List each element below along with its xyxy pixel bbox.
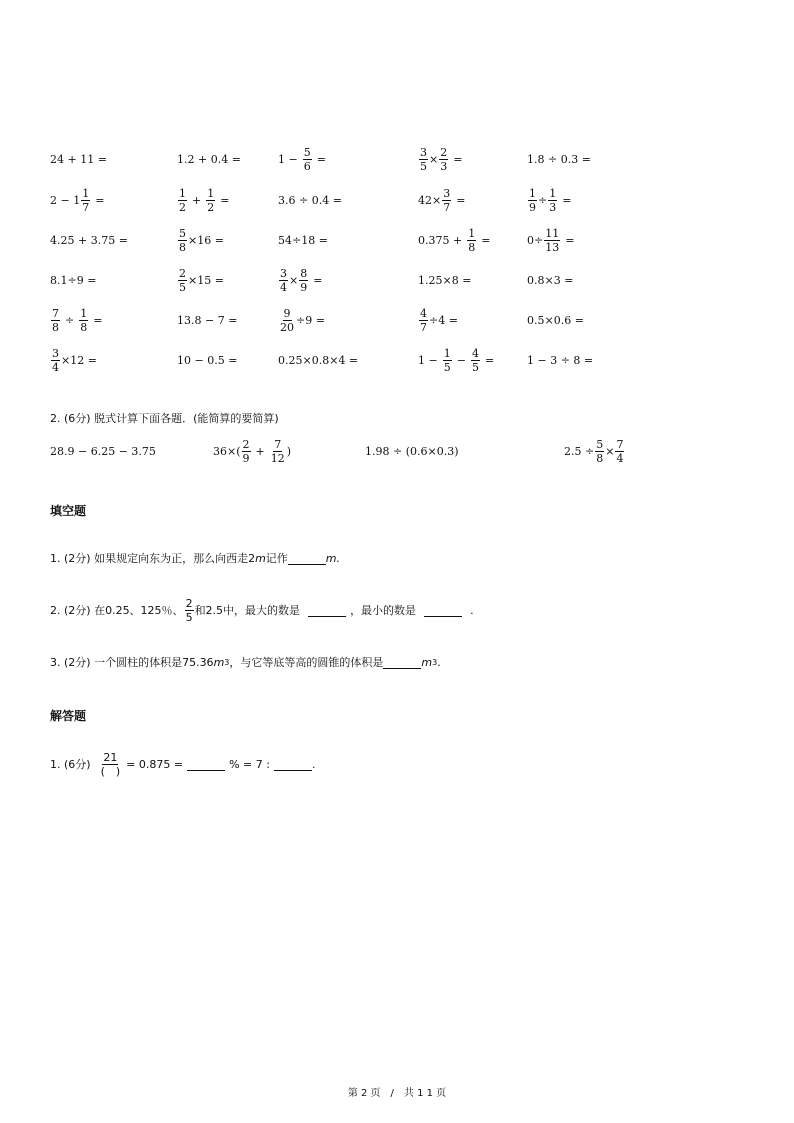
page-footer: 第 2 页 / 共 1 1 页 — [347, 1088, 447, 1099]
calc-r2-a: 2 − 1 $\frac{1}{7}$ = — [50, 186, 105, 214]
calc-r3-e: 0÷ $\frac{11}{13}$ = — [527, 226, 575, 254]
calc-r3-b: $\frac{5}{8}$ ×16 = — [179, 226, 224, 254]
fraction: $\frac{1}{8}$ — [80, 306, 88, 334]
calc-r1-e: 1.8 ÷ 0.3 = — [527, 152, 591, 166]
calc-r3-d: 0.375 + $\frac{1}{8}$ = — [418, 226, 491, 254]
calc-r6-e: 1 − 3 ÷ 8 = — [527, 353, 594, 367]
answer-blank[interactable] — [308, 604, 346, 617]
calc-r4-c: $\frac{3}{4}$ × $\frac{8}{9}$ = — [280, 266, 323, 294]
calc-r1-a: 24 + 11 = — [50, 152, 107, 166]
fraction: $\frac{1}{3}$ — [549, 186, 557, 214]
calc-r6-b: 10 − 0.5 = — [177, 353, 238, 367]
fraction: $\frac{7}{8}$ — [52, 306, 59, 334]
fraction: $\frac{2}{5}$ — [185, 596, 193, 624]
calc-r4-b: $\frac{2}{5}$ ×15 = — [179, 266, 224, 294]
answer-q1: 1. (6分) $\frac{21}{( )}$ = 0.875 = % = 7 : . — [50, 750, 316, 778]
answer-blank[interactable] — [288, 552, 326, 565]
fraction: $\frac{1}{8}$ — [468, 226, 476, 254]
fraction: $\frac{9}{20}$ — [280, 306, 294, 334]
fraction: $\frac{5}{6}$ — [303, 145, 311, 173]
fraction: $\frac{3}{4}$ — [280, 266, 287, 294]
fraction: $\frac{4}{7}$ — [420, 306, 427, 334]
calc-r6-d: 1 − $\frac{1}{5}$ − $\frac{4}{5}$ = — [418, 346, 495, 374]
fraction: $\frac{21}{( )}$ — [100, 750, 121, 778]
answer-blank[interactable] — [274, 758, 312, 771]
fraction: $\frac{3}{5}$ — [420, 145, 427, 173]
q2-expr-1: 28.9 − 6.25 − 3.75 — [50, 444, 156, 458]
q2-expr-3: 1.98 ÷ (0.6×0.3) — [365, 444, 459, 458]
calc-r5-d: $\frac{4}{7}$ ÷4 = — [420, 306, 458, 334]
fraction: $\frac{3}{7}$ — [443, 186, 451, 214]
calc-r5-a: $\frac{7}{8}$ ÷ $\frac{1}{8}$ = — [52, 306, 103, 334]
calc-r5-b: 13.8 − 7 = — [177, 313, 238, 327]
answer-blank[interactable] — [383, 656, 421, 669]
calc-r6-a: $\frac{3}{4}$ ×12 = — [52, 346, 97, 374]
calc-r4-e: 0.8×3 = — [527, 273, 574, 287]
fraction: $\frac{2}{5}$ — [179, 266, 186, 294]
calc-r3-c: 54÷18 = — [278, 233, 328, 247]
fraction: $\frac{2}{3}$ — [440, 145, 448, 173]
calc-r4-a: 8.1÷9 = — [50, 273, 97, 287]
calc-r5-c: $\frac{9}{20}$ ÷9 = — [280, 306, 325, 334]
calc-r4-d: 1.25×8 = — [418, 273, 472, 287]
q2-expr-4: 2.5 ÷ $\frac{5}{8}$ × $\frac{7}{4}$ — [564, 437, 624, 465]
fraction: $\frac{7}{12}$ — [270, 437, 285, 465]
fraction: $\frac{7}{4}$ — [616, 437, 624, 465]
fraction: $\frac{4}{5}$ — [471, 346, 479, 374]
answer-blank[interactable] — [187, 758, 225, 771]
q2-label: 2. (6分) 脱式计算下面各题．(能简算的要简算) — [50, 412, 279, 425]
fraction: $\frac{1}{9}$ — [529, 186, 536, 214]
calc-r6-c: 0.25×0.8×4 = — [278, 353, 359, 367]
calc-r2-b: $\frac{1}{2}$ + $\frac{1}{2}$ = — [179, 186, 230, 214]
q2-expr-2: 36×( $\frac{2}{9}$ + $\frac{7}{12}$ ) — [213, 437, 292, 465]
calc-r2-d: 42× $\frac{3}{7}$ = — [418, 186, 466, 214]
calc-r2-e: $\frac{1}{9}$ ÷ $\frac{1}{3}$ = — [529, 186, 572, 214]
calc-r3-a: 4.25 + 3.75 = — [50, 233, 128, 247]
fill-q1: 1. (2分) 如果规定向东为正，那么向西走2 m 记作 m. — [50, 551, 341, 565]
answer-heading: 解答题 — [50, 709, 87, 723]
fill-q2: 2. (2分) 在0.25、125％、 $\frac{2}{5}$ 和2.5中，最大的数是 ，最小的数是 . — [50, 596, 474, 624]
fraction: $\frac{3}{4}$ — [52, 346, 59, 374]
calc-r5-e: 0.5×0.6 = — [527, 313, 584, 327]
fill-heading: 填空题 — [50, 504, 87, 518]
calc-r1-d: $\frac{3}{5}$ × $\frac{2}{3}$ = — [420, 145, 463, 173]
fraction: $\frac{1}{2}$ — [207, 186, 215, 214]
fraction: $\frac{1}{7}$ — [82, 186, 90, 214]
calc-r2-c: 3.6 ÷ 0.4 = — [278, 193, 342, 207]
fraction: $\frac{8}{9}$ — [300, 266, 308, 294]
fraction: $\frac{5}{8}$ — [179, 226, 186, 254]
fraction: $\frac{5}{8}$ — [596, 437, 604, 465]
calc-r1-b: 1.2 + 0.4 = — [177, 152, 241, 166]
fraction: $\frac{1}{2}$ — [179, 186, 186, 214]
fill-q3: 3. (2分) 一个圆柱的体积是75.36 m 3 ，与它等底等高的圆锥的体积是 m 3 . — [50, 655, 441, 669]
fraction: $\frac{11}{13}$ — [545, 226, 560, 254]
fraction: $\frac{2}{9}$ — [242, 437, 250, 465]
answer-blank[interactable] — [424, 604, 462, 617]
calc-r1-c: 1 − $\frac{5}{6}$ = — [278, 145, 326, 173]
fraction: $\frac{1}{5}$ — [443, 346, 451, 374]
